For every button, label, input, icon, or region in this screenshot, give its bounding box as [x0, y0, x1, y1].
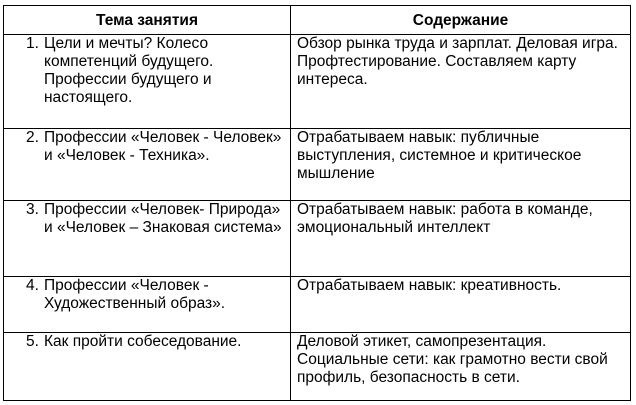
content-cell: Отрабатываем навык: публичные выступления, системное и критическое мышление — [291, 129, 631, 201]
topic-text: Профессии «Человек - Художественный образ». — [44, 277, 226, 312]
topic-cell — [4, 35, 291, 129]
topic-text: Цели и мечты? Колесо компетенций будущего. Профессии будущего и настоящего. — [44, 35, 214, 106]
row-number: 2. — [26, 129, 39, 146]
row-number: 5. — [26, 333, 39, 350]
topic-cell — [4, 277, 291, 333]
lesson-plan-table — [3, 5, 631, 401]
table-row — [4, 129, 631, 201]
row-number: 3. — [26, 201, 39, 218]
topic-cell — [4, 201, 291, 277]
topic-cell — [4, 129, 291, 201]
table-header-row — [4, 6, 631, 35]
topic-text: Профессии «Человек- Природа» и «Человек – Знаковая система» — [44, 201, 282, 236]
table-row — [4, 35, 631, 129]
header-content: Содержание — [291, 6, 631, 35]
topic-cell — [4, 333, 291, 401]
content-cell: Отрабатываем навык: креативность. — [291, 277, 631, 333]
content-cell: Обзор рынка труда и зарплат. Деловая игра. Профтестирование. Составляем карту интереса. — [291, 35, 631, 129]
table-row — [4, 333, 631, 401]
table-row — [4, 277, 631, 333]
table-row — [4, 201, 631, 277]
topic-text: Профессии «Человек - Человек» и «Человек - Техника». — [44, 129, 282, 164]
row-number: 1. — [26, 35, 39, 52]
row-number: 4. — [26, 277, 39, 294]
content-cell: Деловой этикет, самопрезентация. Социальные сети: как грамотно вести свой профиль, безопасность в сети. — [291, 333, 631, 401]
header-topic: Тема занятия — [4, 6, 291, 35]
content-cell: Отрабатываем навык: работа в команде, эмоциональный интеллект — [291, 201, 631, 277]
topic-text: Как пройти собеседование. — [44, 333, 242, 350]
